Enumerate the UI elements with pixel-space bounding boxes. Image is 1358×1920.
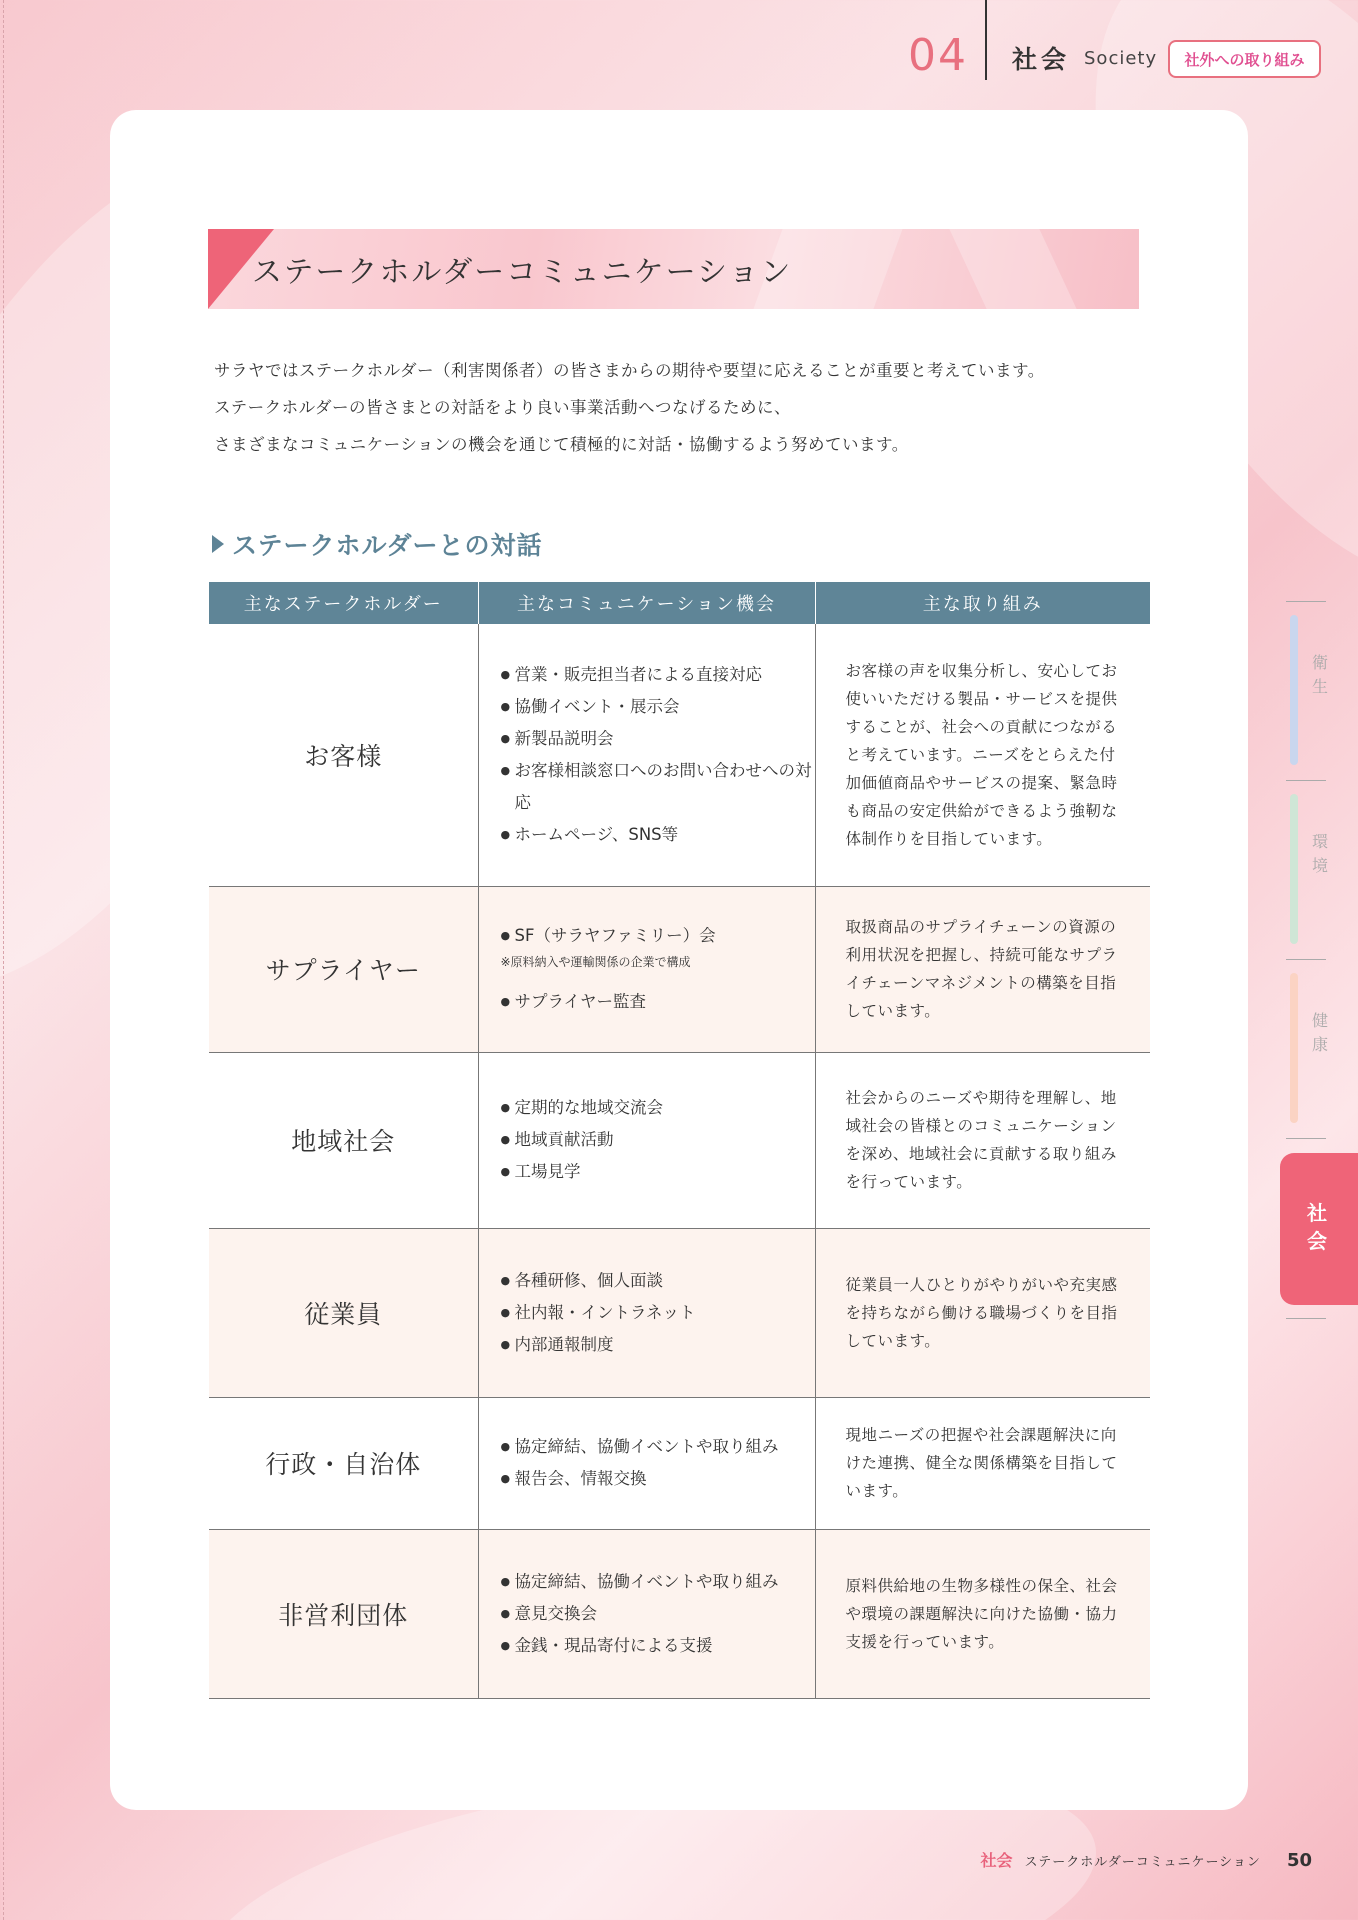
footer-title: ステークホルダーコミュニケーション: [1024, 1855, 1261, 1870]
list-item: ● 地域貢献活動: [501, 1124, 815, 1156]
stakeholder-table: [209, 582, 1150, 1699]
list-note: ※原料納入や運輸関係の企業で構成: [500, 955, 691, 969]
list-item: ● 工場見学: [501, 1156, 815, 1188]
left-dashed-border: [3, 0, 4, 1920]
side-tab-bar: [1290, 973, 1298, 1123]
list-item: ● 金銭・現品寄付による支援: [501, 1630, 815, 1662]
opportunities-cell: [478, 886, 815, 1052]
table-row: [209, 1397, 1150, 1529]
header-divider: [985, 0, 987, 80]
section-heading: [212, 526, 543, 562]
page-number: 50: [1286, 1850, 1312, 1871]
list-item: ● 営業・販売担当者による直接対応: [501, 659, 815, 691]
list-item: ● お客様相談窓口へのお問い合わせへの対応: [501, 755, 815, 819]
column-header: 主な取り組み: [815, 582, 1150, 624]
chapter-title-en: Society: [1084, 48, 1158, 69]
efforts-cell: 現地ニーズの把握や社会課題解決に向けた連携、健全な関係構築を目指しています。: [815, 1397, 1150, 1529]
list-item: ● サプライヤー監査: [501, 986, 815, 1018]
table-row: [209, 1052, 1150, 1228]
opportunities-cell: [478, 624, 815, 886]
efforts-cell: 従業員一人ひとりがやりがいや充実感を持ちながら働ける職場づくりを目指しています。: [815, 1228, 1150, 1397]
side-tab-label: 社会: [1307, 1201, 1327, 1253]
banner-facet: [949, 229, 1076, 309]
stakeholder-cell: サプライヤー: [209, 886, 478, 1052]
list-item: ● 意見交換会: [501, 1598, 815, 1630]
triangle-bullet-icon: [212, 535, 224, 553]
opportunities-cell: [478, 1052, 815, 1228]
table-row: [209, 886, 1150, 1052]
intro-line: サラヤではステークホルダー（利害関係者）の皆さまからの期待や要望に応えることが重要と考えています。: [214, 361, 1045, 380]
table-row: [209, 1529, 1150, 1698]
side-tab-label: 健康: [1311, 1011, 1328, 1054]
column-header: 主なコミュニケーション機会: [478, 582, 815, 624]
list-item: ● 報告会、情報交換: [501, 1463, 815, 1495]
list-item: ● SF（サラヤファミリー）会: [501, 920, 815, 952]
intro-text: [214, 352, 1134, 463]
table-row: [209, 624, 1150, 886]
stakeholder-cell: 従業員: [209, 1228, 478, 1397]
side-tab-hygiene[interactable]: [1290, 601, 1330, 751]
side-tab-divider: [1286, 1138, 1326, 1139]
footer-category: 社会: [980, 1851, 1013, 1870]
page-title: ステークホルダーコミュニケーション: [252, 255, 793, 290]
chapter-title: 社会: [1012, 45, 1071, 74]
side-tab-label: 衛生: [1311, 653, 1328, 696]
efforts-cell: 取扱商品のサプライチェーンの資源の利用状況を把握し、持続可能なサプライチェーンマネジメントの構築を目指しています。: [815, 886, 1150, 1052]
list-item: ● ホームページ、SNS等: [501, 819, 815, 851]
opportunities-cell: [478, 1228, 815, 1397]
list-item: ● 各種研修、個人面談: [501, 1265, 815, 1297]
efforts-cell: お客様の声を収集分析し、安心してお使いいただける製品・サービスを提供することが、社会への貢献につながると考えています。ニーズをとらえた付加価値商品やサービスの提案、緊急時も商品の安定供給ができるよう強靭な体制作りを目指しています。: [815, 624, 1150, 886]
side-tab-divider: [1286, 1318, 1326, 1319]
page-footer: [980, 1848, 1312, 1871]
list-item: ● 協定締結、協働イベントや取り組み: [501, 1431, 815, 1463]
list-item: ● 内部通報制度: [501, 1329, 815, 1361]
column-header: 主なステークホルダー: [209, 582, 478, 624]
list-item: ● 社内報・イントラネット: [501, 1297, 815, 1329]
section-heading-text: ステークホルダーとの対話: [232, 531, 543, 560]
opportunities-cell: [478, 1529, 815, 1698]
intro-line: ステークホルダーの皆さまとの対話をより良い事業活動へつなげるために、: [214, 398, 792, 417]
side-tab-environment[interactable]: [1290, 780, 1330, 930]
chapter-number: 04: [908, 30, 968, 81]
stakeholder-cell: 非営利団体: [209, 1529, 478, 1698]
list-item: ● 定期的な地域交流会: [501, 1092, 815, 1124]
list-item: ● 協定締結、協働イベントや取り組み: [501, 1566, 815, 1598]
list-item: ● 協働イベント・展示会: [501, 691, 815, 723]
side-tab-label: 環境: [1311, 832, 1328, 875]
title-banner: [208, 229, 1139, 309]
stakeholder-cell: 地域社会: [209, 1052, 478, 1228]
efforts-cell: 原料供給地の生物多様性の保全、社会や環境の課題解決に向けた協働・協力支援を行っています。: [815, 1529, 1150, 1698]
side-tab-society[interactable]: [1280, 1153, 1358, 1305]
opportunities-cell: [478, 1397, 815, 1529]
side-tab-health[interactable]: [1290, 959, 1330, 1109]
section-badge[interactable]: 社外への取り組み: [1168, 40, 1321, 78]
side-tab-bar: [1290, 615, 1298, 765]
intro-line: さまざまなコミュニケーションの機会を通じて積極的に対話・協働するよう努めています。: [214, 435, 909, 454]
side-tab-bar: [1290, 794, 1298, 944]
stakeholder-cell: 行政・自治体: [209, 1397, 478, 1529]
list-item: ● 新製品説明会: [501, 723, 815, 755]
table-header-row: [209, 582, 1150, 624]
table-row: [209, 1228, 1150, 1397]
stakeholder-cell: お客様: [209, 624, 478, 886]
efforts-cell: 社会からのニーズや期待を理解し、地域社会の皆様とのコミュニケーションを深め、地域社会に貢献する取り組みを行っています。: [815, 1052, 1150, 1228]
